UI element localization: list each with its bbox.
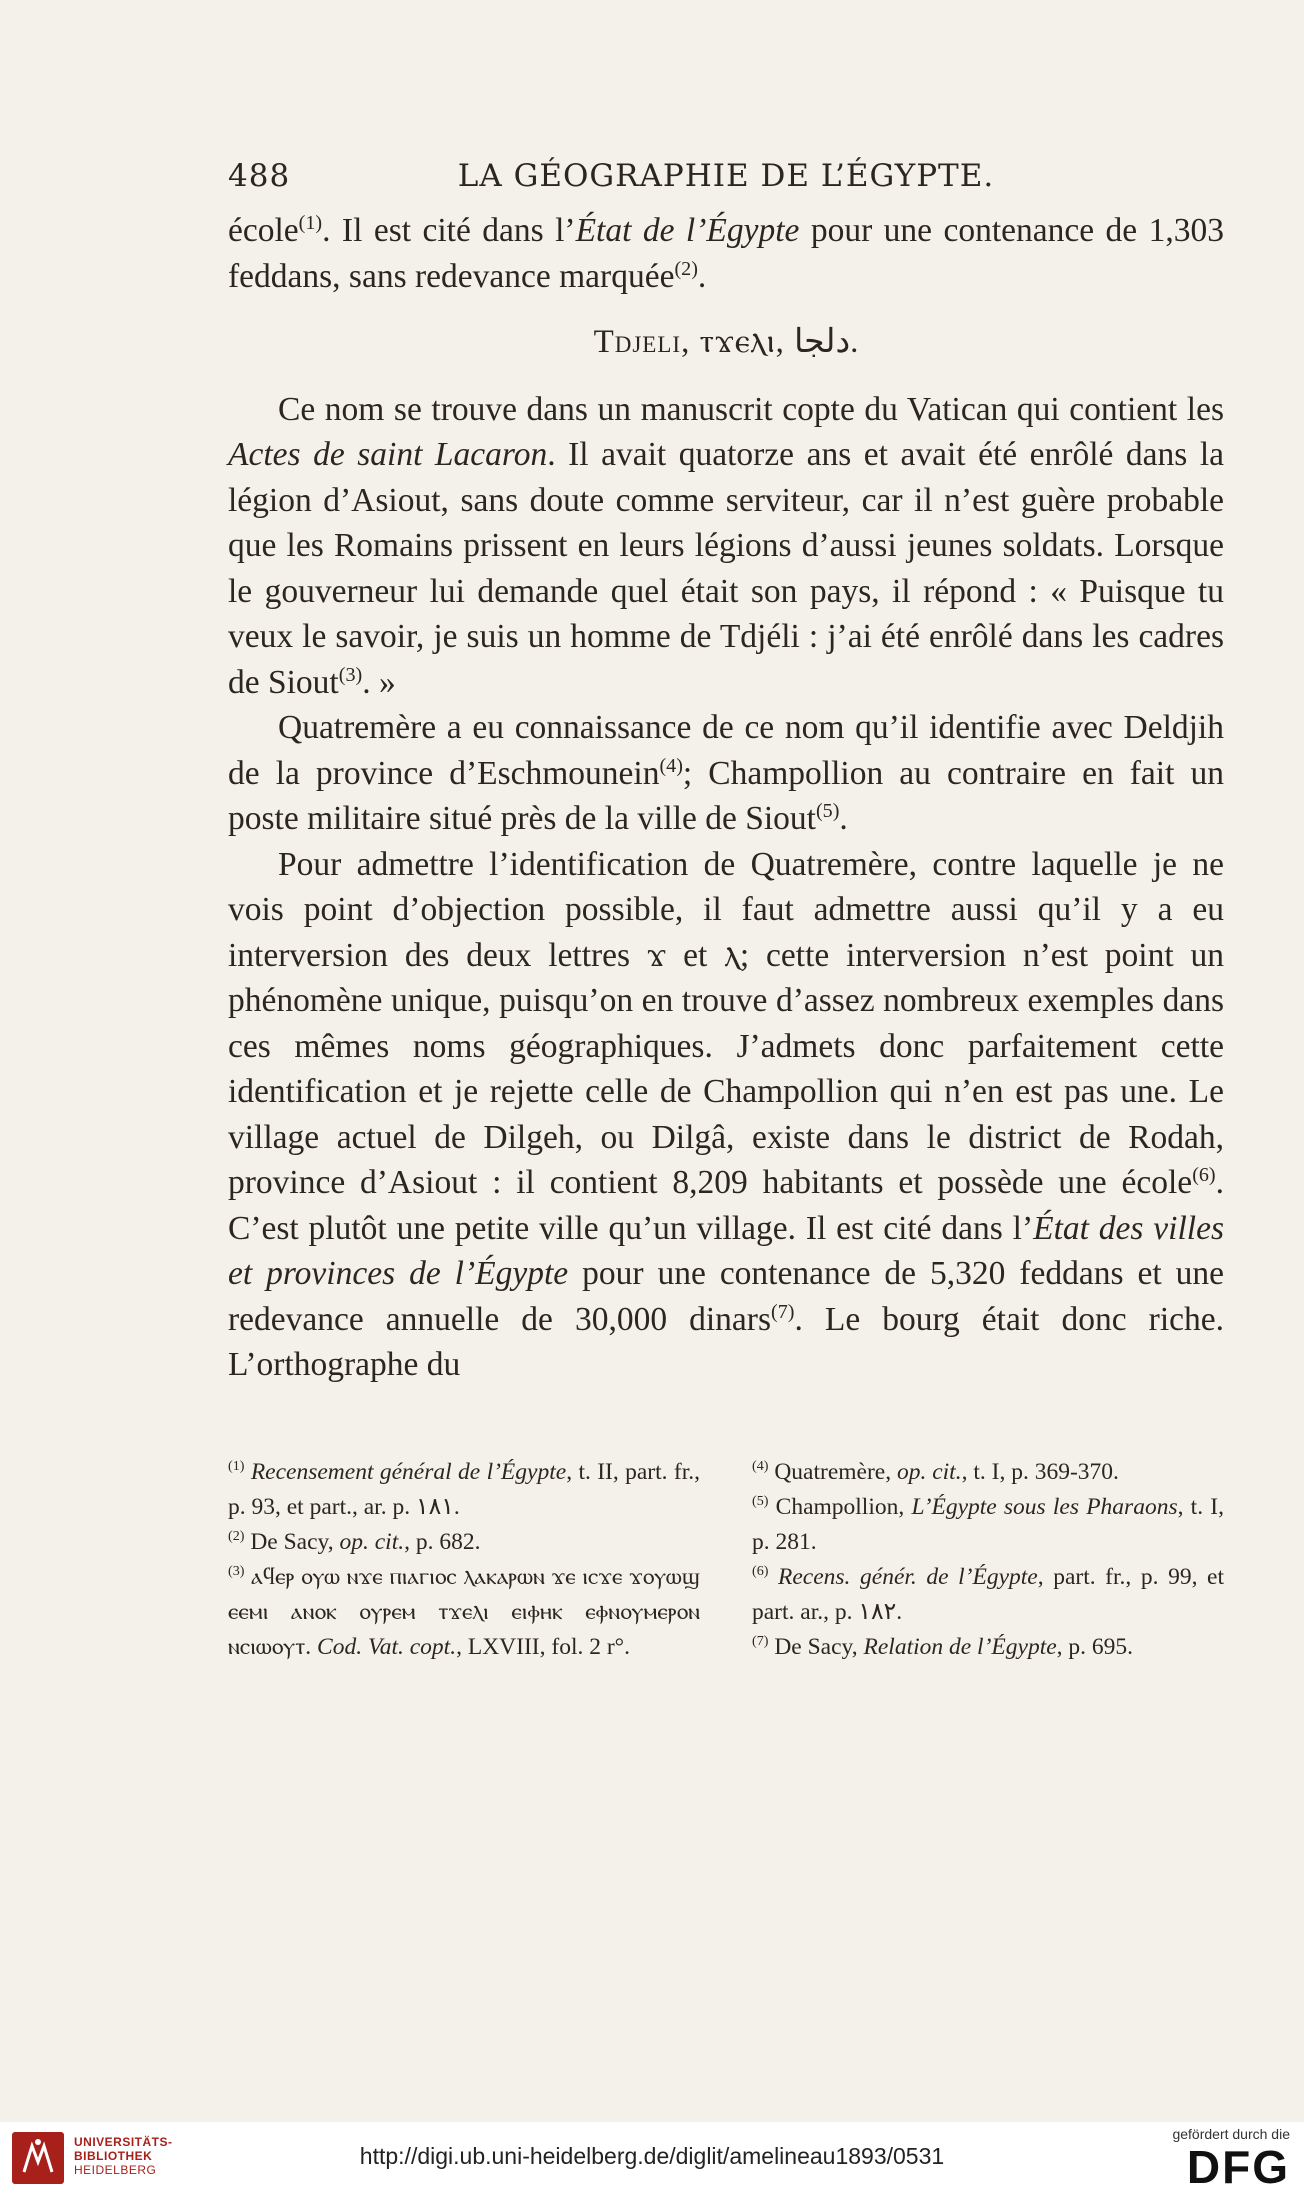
footnote-ref-1[interactable]: (1) — [298, 211, 323, 234]
footnote-2: $^{(2)}$ De Sacy, op. cit., p. 682. — [228, 1528, 481, 1555]
footnotes-right-column — [752, 1455, 1224, 1665]
paragraph-4: Pour admettre l’identification de Quatremère, contre laquelle je ne vois point d’objection possible, il faut admettre aussi qu’il y a eu interversion des deux lettres ϫ et ⲗ; cette interversion n’est point un phénomène unique, puisqu’on en trouve d’assez nombreux exemples dans ces mêmes noms géographiques. J’admets donc parfaitement cette identification et je rejette celle de Champollion qui n’en est pas une. Le village actuel de Dilgeh, ou Dilgâ, existe dans le district de Rodah, province d’Asiout : il contient 8,209 habitants et possède une école$^{(6)}$. C’est plutôt une petite ville qu’un village. Il est cité dans l’État des villes et provinces de l’Égypte pour une contenance de 5,320 feddans et une redevance annuelle de 30,000 dinars$^{(7)}$. Le bourg était donc riche. L’orthographe du — [228, 845, 1225, 1383]
main-text — [228, 208, 1224, 1388]
footnote-ref-2[interactable]: (2) — [674, 257, 698, 280]
footnote-ref-6[interactable]: (6) — [1192, 1163, 1216, 1186]
heading-latin: Tdjeli — [593, 324, 682, 360]
footnote-3: $^{(3)}$ ⲁϥⲉⲣ ⲟⲩⲱ ⲛϫⲉ ⲡⲓⲁⲅⲓⲟⲥ ⲗⲁⲕⲁⲣⲱⲛ ϫⲉ ⲓⲥϫⲉ ϫⲟⲩⲱϣ ⲉⲉⲙⲓ ⲁⲛⲟⲕ ⲟⲩⲣⲉⲙ ⲧϫⲉⲗⲓ ⲉⲓⲫⲏⲕ ⲉⲫⲛⲟⲩⲙⲉⲣⲟⲛ ⲛⲥⲓⲱⲟⲩⲧ. Cod. Vat. copt., LXVIII, fol. 2 r°. — [228, 1563, 700, 1660]
footnote-ref-5[interactable]: (5) — [815, 799, 840, 822]
paragraph-1: école$^{(1)}$. Il est cité dans l’État de l’Égypte pour une contenance de 1,303 feddans, sans redevance marquée$^{(2)}$. — [228, 211, 1224, 295]
viewer-footer — [0, 2122, 1304, 2193]
dfg-logo[interactable]: DFG — [1186, 2141, 1290, 2193]
footnote-ref-7[interactable]: (7) — [771, 1300, 795, 1323]
footnotes-left-column — [228, 1455, 700, 1665]
permalink-url[interactable]: http://digi.ub.uni-heidelberg.de/diglit/amelineau1893/0531 — [359, 2143, 945, 2169]
footnote-ref-4[interactable]: (4) — [659, 754, 683, 777]
footnote-6: $^{(6)}$ Recens. génér. de l’Égypte, part. fr., p. 99, et part. ar., p. ۱۸۲. — [752, 1563, 1224, 1625]
footnote-4: $^{(4)}$ Quatremère, op. cit., t. I, p. 369-370. — [752, 1458, 1119, 1485]
footnote-1: $^{(1)}$ Recensement général de l’Égypte, t. II, part. fr., p. 93, et part., ar. p. ۱۸۱. — [228, 1458, 701, 1520]
library-logo-text[interactable]: UNIVERSITÄTS- BIBLIOTHEK HEIDELBERG — [74, 2135, 173, 2177]
section-heading: Tdjeli, ⲧϫⲉⲗⲓ, دلجا. — [593, 324, 859, 360]
heading-arabic: دلجا — [794, 324, 851, 360]
paragraph-3: Quatremère a eu connaissance de ce nom qu’il identifie avec Deldjih de la province d’Eschmounein$^{(4)}$; Champollion au contraire en fait un poste militaire situé près de la ville de Siout$^{(5)}$. — [228, 709, 1224, 837]
heading-coptic: ⲧϫⲉⲗⲓ — [699, 324, 776, 360]
coptic-letter-l: ⲗ — [724, 936, 740, 974]
footnote-ref-3[interactable]: (3) — [338, 663, 363, 686]
coptic-letter-x: ϫ — [646, 936, 667, 974]
paragraph-2: Ce nom se trouve dans un manuscrit copte du Vatican qui contient les Actes de saint Lacaron. Il avait quatorze ans et avait été enrôlé dans la légion d’Asiout, sans doute comme serviteur, car il n’est guère probable que les Romains prissent en leurs légions d’aussi jeunes soldats. Lorsque le gouverneur lui demande quel était son pays, il répond : « Puisque tu veux le savoir, je suis un homme de Tdjéli : j’ai été enrôlé dans les cadres de Siout$^{(3)}$. » — [228, 390, 1225, 701]
funded-by-label: gefördert durch die — [1172, 2126, 1290, 2142]
footnote-7: $^{(7)}$ De Sacy, Relation de l’Égypte, p. 695. — [752, 1633, 1134, 1660]
running-title: LA GÉOGRAPHIE DE L’ÉGYPTE. — [457, 158, 995, 194]
page-number: 488 — [228, 158, 291, 194]
footnote-5: $^{(5)}$ Champollion, L’Égypte sous les Pharaons, t. I, p. 281. — [752, 1493, 1224, 1555]
